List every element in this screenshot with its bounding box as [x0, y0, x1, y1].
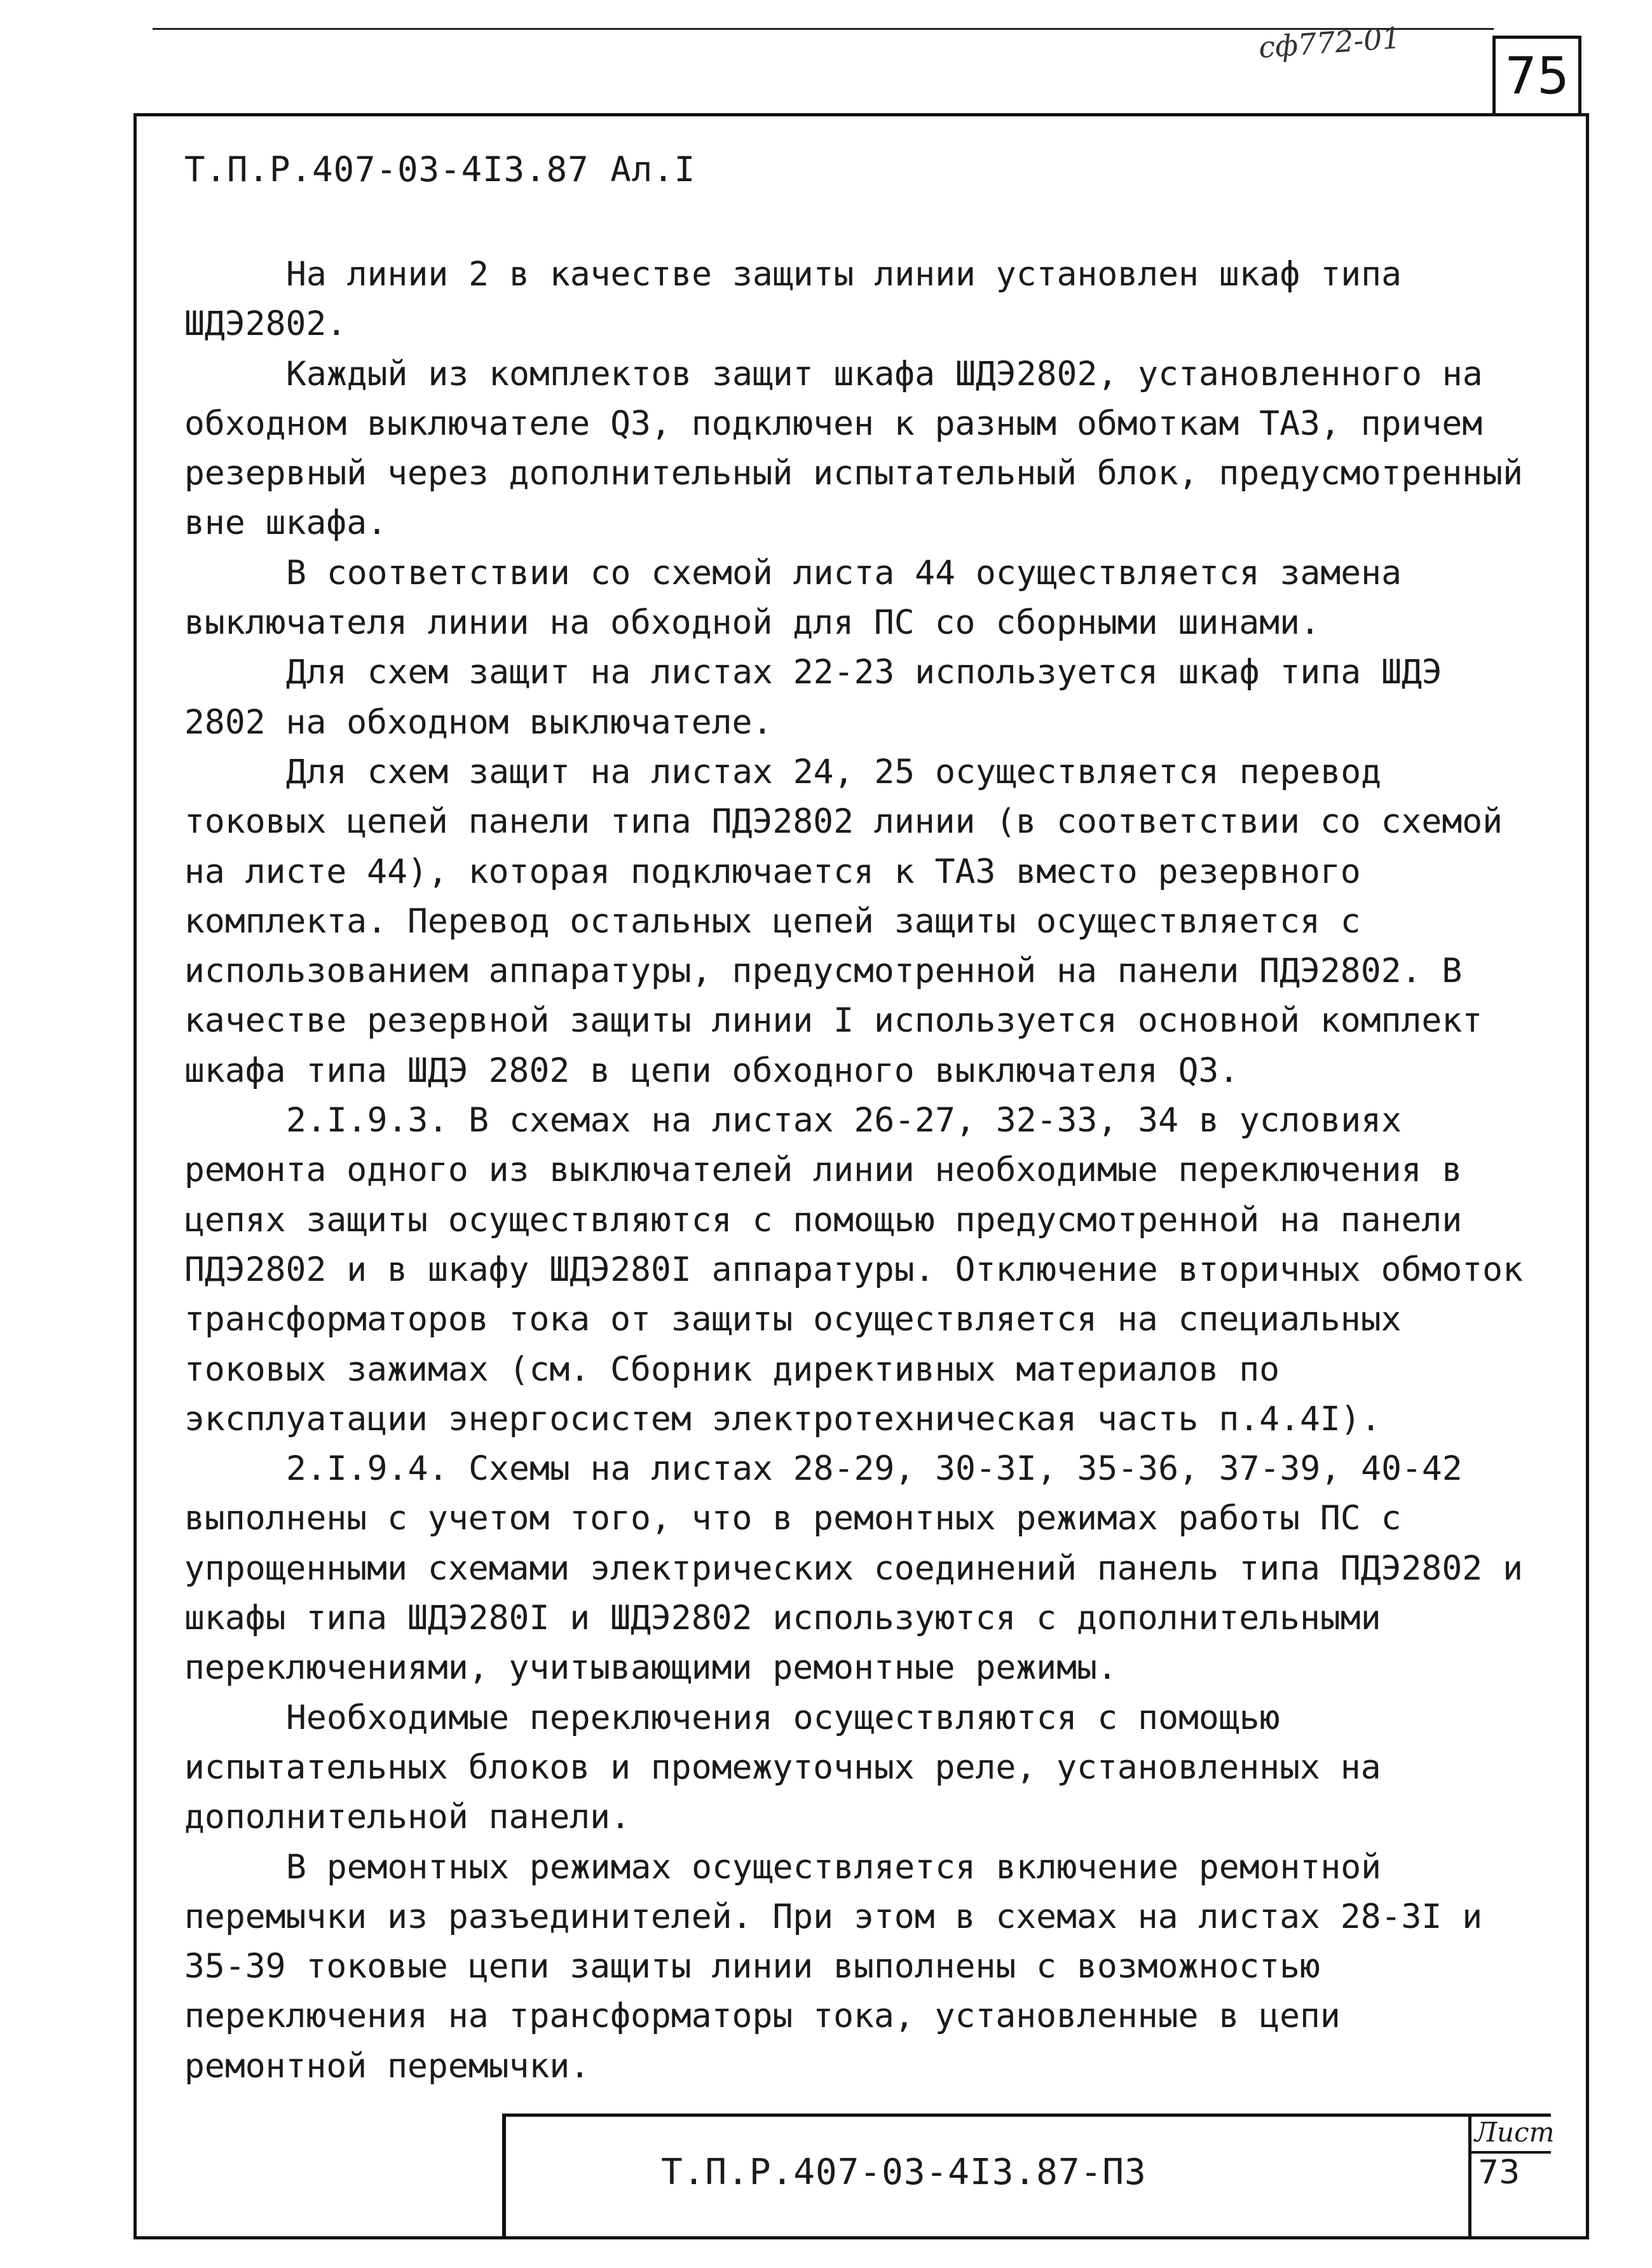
page-number: 75	[1505, 46, 1569, 106]
paragraph: На линии 2 в качестве защиты линии установлен шкаф типа ШДЭ2802.	[184, 255, 1402, 344]
handwritten-code: сф772-01	[1257, 20, 1402, 65]
paragraph: Для схем защит на листах 22-23 используется шкаф типа ШДЭ 2802 на обходном выключателе.	[184, 653, 1442, 742]
header-doc-code: Т.П.Р.407-03-4I3.87 Ал.I	[184, 149, 696, 189]
paragraph: Для схем защит на листах 24, 25 осуществляется перевод токовых цепей панели типа ПДЭ2802 линии (в соответствии со схемой на листе 44), которая подключается к ТА3 вместо резервного комплекта. Перевод остальных цепей защиты осуществляется с использованием аппаратуры, предусмотренной на панели ПДЭ2802. В качестве резервной защиты линии I используется основной комплект шкафа типа ШДЭ 2802 в цепи обходного выключателя Q3.	[184, 752, 1503, 1090]
paragraph: В соответствии со схемой листа 44 осуществляется замена выключателя линии на обходной для ПС со сборными шинами.	[184, 553, 1402, 643]
paragraph: В ремонтных режимах осуществляется включение ремонтной перемычки из разъединителей. При этом в схемах на листах 28-3I и 35-39 токовые цепи защиты линии выполнены с возможностью переключения на трансформаторы тока, установленные в цепи ремонтной перемычки.	[184, 1847, 1483, 2086]
paragraph: 2.I.9.3. В схемах на листах 26-27, 32-33, 34 в условиях ремонта одного из выключателей линии необходимые переключения в цепях защиты осуществляются с помощью предусмотренной на панели ПДЭ2802 и в шкафу ШДЭ280I аппаратуры. Отключение вторичных обмоток трансформаторов тока от защиты осуществляется на специальных токовых зажимах (см. Сборник директивных материалов по эксплуатации энергосистем электротехническая часть п.4.4I).	[184, 1101, 1523, 1438]
sheet-label: Лист	[1475, 2117, 1555, 2148]
paragraph: 2.I.9.4. Схемы на листах 28-29, 30-3I, 35-36, 37-39, 40-42 выполнены с учетом того, что в ремонтных режимах работы ПС с упрощенными схемами электрических соединений панель типа ПДЭ2802 и шкафы типа ШДЭ280I и ШДЭ2802 используются с дополнительными переключениями, учитывающими ремонтные режимы.	[184, 1449, 1523, 1688]
title-block-doc-code: Т.П.Р.407-03-4I3.87-ПЗ	[661, 2152, 1147, 2193]
document-body	[184, 250, 1532, 2091]
sheet-number: 73	[1478, 2154, 1520, 2192]
paragraph: Каждый из комплектов защит шкафа ШДЭ2802, установленного на обходном выключателе Q3, подключен к разным обмоткам ТА3, причем резервный через дополнительный испытательный блок, предусмотренный вне шкафа.	[184, 354, 1523, 543]
paragraph: Необходимые переключения осуществляются с помощью испытательных блоков и промежуточных реле, установленных на дополнительной панели.	[184, 1698, 1381, 1837]
page-number-box	[1492, 36, 1581, 113]
